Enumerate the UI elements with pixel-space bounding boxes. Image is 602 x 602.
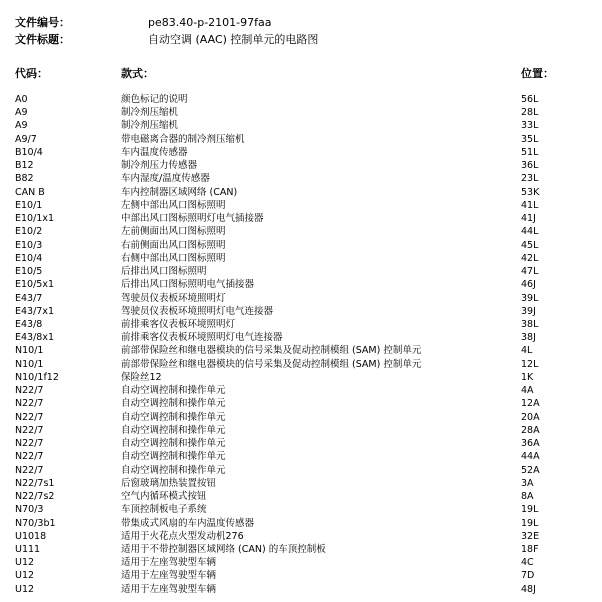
table-row	[0, 477, 602, 490]
row-code: E10/3	[15, 239, 43, 251]
row-description: 车内温度传感器	[121, 146, 188, 158]
table-row	[0, 252, 602, 265]
row-code: U12	[15, 557, 35, 569]
row-position: 36A	[521, 438, 540, 450]
row-code: E10/1x1	[15, 213, 55, 225]
row-code: N22/7s2	[15, 491, 55, 503]
row-code: N70/3b1	[15, 517, 56, 529]
row-description: 中部出风口图标照明灯电气插接器	[121, 213, 264, 225]
header-code: 代码：	[15, 67, 48, 80]
table-row	[0, 133, 602, 146]
doc-title-row	[0, 33, 602, 47]
row-description: 适用于左座驾驶型车辆	[121, 583, 217, 595]
row-description: 适用于左座驾驶型车辆	[121, 557, 217, 569]
row-position: 7D	[521, 570, 535, 582]
table-row	[0, 437, 602, 450]
row-position: 39J	[521, 305, 536, 317]
row-description: 后排出风口图标照明电气插接器	[121, 279, 255, 291]
table-row	[0, 556, 602, 569]
row-description: 后窗玻璃加热装置按钮	[121, 477, 217, 489]
table-row	[0, 358, 602, 371]
row-position: 19L	[521, 517, 539, 529]
row-description: 车内控制器区域网络 (CAN)	[121, 186, 238, 198]
row-position: 12A	[521, 398, 540, 410]
row-description: 左前侧面出风口图标照明	[121, 226, 226, 238]
row-position: 41J	[521, 213, 536, 225]
table-row	[0, 172, 602, 185]
row-position: 19L	[521, 504, 539, 516]
row-code: N22/7	[15, 438, 44, 450]
row-description: 自动空调控制和操作单元	[121, 451, 226, 463]
row-position: 56L	[521, 94, 539, 105]
row-description: 右侧中部出风口图标照明	[121, 252, 226, 264]
row-description: 适用于不带控制器区域网络 (CAN) 的车顶控制板	[121, 543, 326, 555]
row-description: 空气内循环模式按钮	[121, 491, 207, 503]
row-description: 前排乘客仪表板环境照明灯电气连接器	[121, 332, 283, 344]
row-description: 驾驶员仪表板环境照明灯	[121, 292, 226, 304]
row-code: E10/5	[15, 266, 43, 278]
row-description: 制冷剂压力传感器	[121, 160, 198, 172]
row-description: 自动空调控制和操作单元	[121, 464, 226, 476]
table-body	[0, 93, 602, 596]
row-description: 右前侧面出风口图标照明	[121, 239, 226, 251]
row-code: B10/4	[15, 146, 43, 158]
row-code: N10/1	[15, 345, 44, 357]
row-position: 4L	[521, 345, 533, 357]
row-position: 4C	[521, 557, 534, 569]
table-row	[0, 239, 602, 252]
row-code: E43/7x1	[15, 305, 55, 317]
row-description: 自动空调控制和操作单元	[121, 398, 226, 410]
row-position: 42L	[521, 252, 539, 264]
row-position: 33L	[521, 120, 539, 132]
table-row	[0, 384, 602, 397]
row-position: 39L	[521, 292, 539, 304]
row-code: A0	[15, 94, 28, 105]
row-position: 28L	[521, 107, 539, 119]
row-code: N22/7	[15, 385, 44, 397]
row-position: 4A	[521, 385, 534, 397]
row-code: E43/7	[15, 292, 43, 304]
table-header	[0, 67, 602, 81]
table-row	[0, 212, 602, 225]
row-code: N22/7	[15, 424, 44, 436]
row-description: 带电磁离合器的制冷剂压缩机	[121, 133, 245, 145]
row-code: E10/5x1	[15, 279, 55, 291]
doc-title-value: 自动空调 (AAC) 控制单元的电路图	[148, 33, 319, 46]
row-description: 后排出风口图标照明	[121, 266, 207, 278]
row-position: 46J	[521, 279, 536, 291]
row-position: 12L	[521, 358, 539, 370]
row-position: 32E	[521, 530, 540, 542]
table-row	[0, 199, 602, 212]
row-position: 28A	[521, 424, 540, 436]
row-description: 带集成式风扇的车内温度传感器	[121, 517, 255, 529]
row-code: A9/7	[15, 133, 37, 145]
row-position: 44A	[521, 451, 540, 463]
row-description: 制冷剂压缩机	[121, 120, 179, 132]
row-code: N70/3	[15, 504, 44, 516]
row-position: 52A	[521, 464, 540, 476]
doc-number-label: 文件编号：	[15, 16, 70, 29]
row-position: 53K	[521, 186, 540, 198]
table-row	[0, 93, 602, 106]
table-row	[0, 119, 602, 132]
table-row	[0, 292, 602, 305]
row-code: B82	[15, 173, 34, 185]
row-description: 自动空调控制和操作单元	[121, 385, 226, 397]
table-row	[0, 503, 602, 516]
row-description: 前部带保险丝和继电器模块的信号采集及促动控制模组 (SAM) 控制单元	[121, 345, 422, 357]
row-code: N22/7	[15, 398, 44, 410]
row-code: E10/4	[15, 252, 43, 264]
row-position: 44L	[521, 226, 539, 238]
row-code: U12	[15, 583, 35, 595]
table-row	[0, 106, 602, 119]
row-code: U12	[15, 570, 35, 582]
table-row	[0, 331, 602, 344]
table-row	[0, 371, 602, 384]
row-position: 23L	[521, 173, 539, 185]
table-row	[0, 583, 602, 596]
row-position: 1K	[521, 371, 534, 383]
row-code: N10/1	[15, 358, 44, 370]
row-description: 适用于左座驾驶型车辆	[121, 570, 217, 582]
row-code: E10/1	[15, 199, 43, 211]
header-position: 位置：	[521, 67, 554, 80]
table-row	[0, 450, 602, 463]
table-row	[0, 344, 602, 357]
table-row	[0, 530, 602, 543]
table-row	[0, 517, 602, 530]
row-code: N22/7s1	[15, 477, 55, 489]
row-code: N22/7	[15, 411, 44, 423]
table-row	[0, 411, 602, 424]
row-description: 前部带保险丝和继电器模块的信号采集及促动控制模组 (SAM) 控制单元	[121, 358, 422, 370]
row-code: U1018	[15, 530, 47, 542]
row-code: CAN B	[15, 186, 45, 198]
table-row	[0, 464, 602, 477]
table-row	[0, 265, 602, 278]
row-position: 35L	[521, 133, 539, 145]
table-row	[0, 424, 602, 437]
row-description: 适用于火花点火型发动机276	[121, 530, 244, 542]
row-position: 18F	[521, 543, 539, 555]
doc-title-label: 文件标题：	[15, 33, 70, 46]
row-description: 自动空调控制和操作单元	[121, 424, 226, 436]
row-description: 左侧中部出风口图标照明	[121, 199, 226, 211]
row-description: 前排乘客仪表板环境照明灯	[121, 318, 236, 330]
table-row	[0, 305, 602, 318]
row-description: 驾驶员仪表板环境照明灯电气连接器	[121, 305, 274, 317]
header-description: 款式：	[121, 67, 154, 80]
table-row	[0, 318, 602, 331]
row-code: A9	[15, 120, 28, 132]
doc-number-value: pe83.40-p-2101-97faa	[148, 16, 272, 29]
row-position: 20A	[521, 411, 540, 423]
table-row	[0, 397, 602, 410]
row-code: B12	[15, 160, 34, 172]
table-row	[0, 278, 602, 291]
row-position: 36L	[521, 160, 539, 172]
table-row	[0, 146, 602, 159]
row-code: N22/7	[15, 464, 44, 476]
row-code: E10/2	[15, 226, 43, 238]
row-description: 颜色标记的说明	[121, 94, 188, 105]
row-description: 自动空调控制和操作单元	[121, 438, 226, 450]
table-row	[0, 186, 602, 199]
row-position: 8A	[521, 491, 534, 503]
table-row	[0, 225, 602, 238]
table-row	[0, 543, 602, 556]
doc-number-row	[0, 16, 602, 30]
row-description: 车顶控制板电子系统	[121, 504, 207, 516]
row-position: 38J	[521, 332, 536, 344]
row-code: N22/7	[15, 451, 44, 463]
row-position: 47L	[521, 266, 539, 278]
table-row	[0, 159, 602, 172]
row-description: 保险丝12	[121, 371, 162, 383]
row-description: 车内湿度/温度传感器	[121, 173, 210, 185]
table-row	[0, 490, 602, 503]
row-position: 41L	[521, 199, 539, 211]
row-description: 自动空调控制和操作单元	[121, 411, 226, 423]
row-position: 38L	[521, 318, 539, 330]
row-position: 48J	[521, 583, 536, 595]
row-code: E43/8x1	[15, 332, 55, 344]
row-description: 制冷剂压缩机	[121, 107, 179, 119]
table-row	[0, 569, 602, 582]
row-position: 45L	[521, 239, 539, 251]
row-position: 51L	[521, 146, 539, 158]
row-position: 3A	[521, 477, 534, 489]
row-code: E43/8	[15, 318, 43, 330]
row-code: N10/1f12	[15, 371, 59, 383]
row-code: U111	[15, 543, 41, 555]
row-code: A9	[15, 107, 28, 119]
